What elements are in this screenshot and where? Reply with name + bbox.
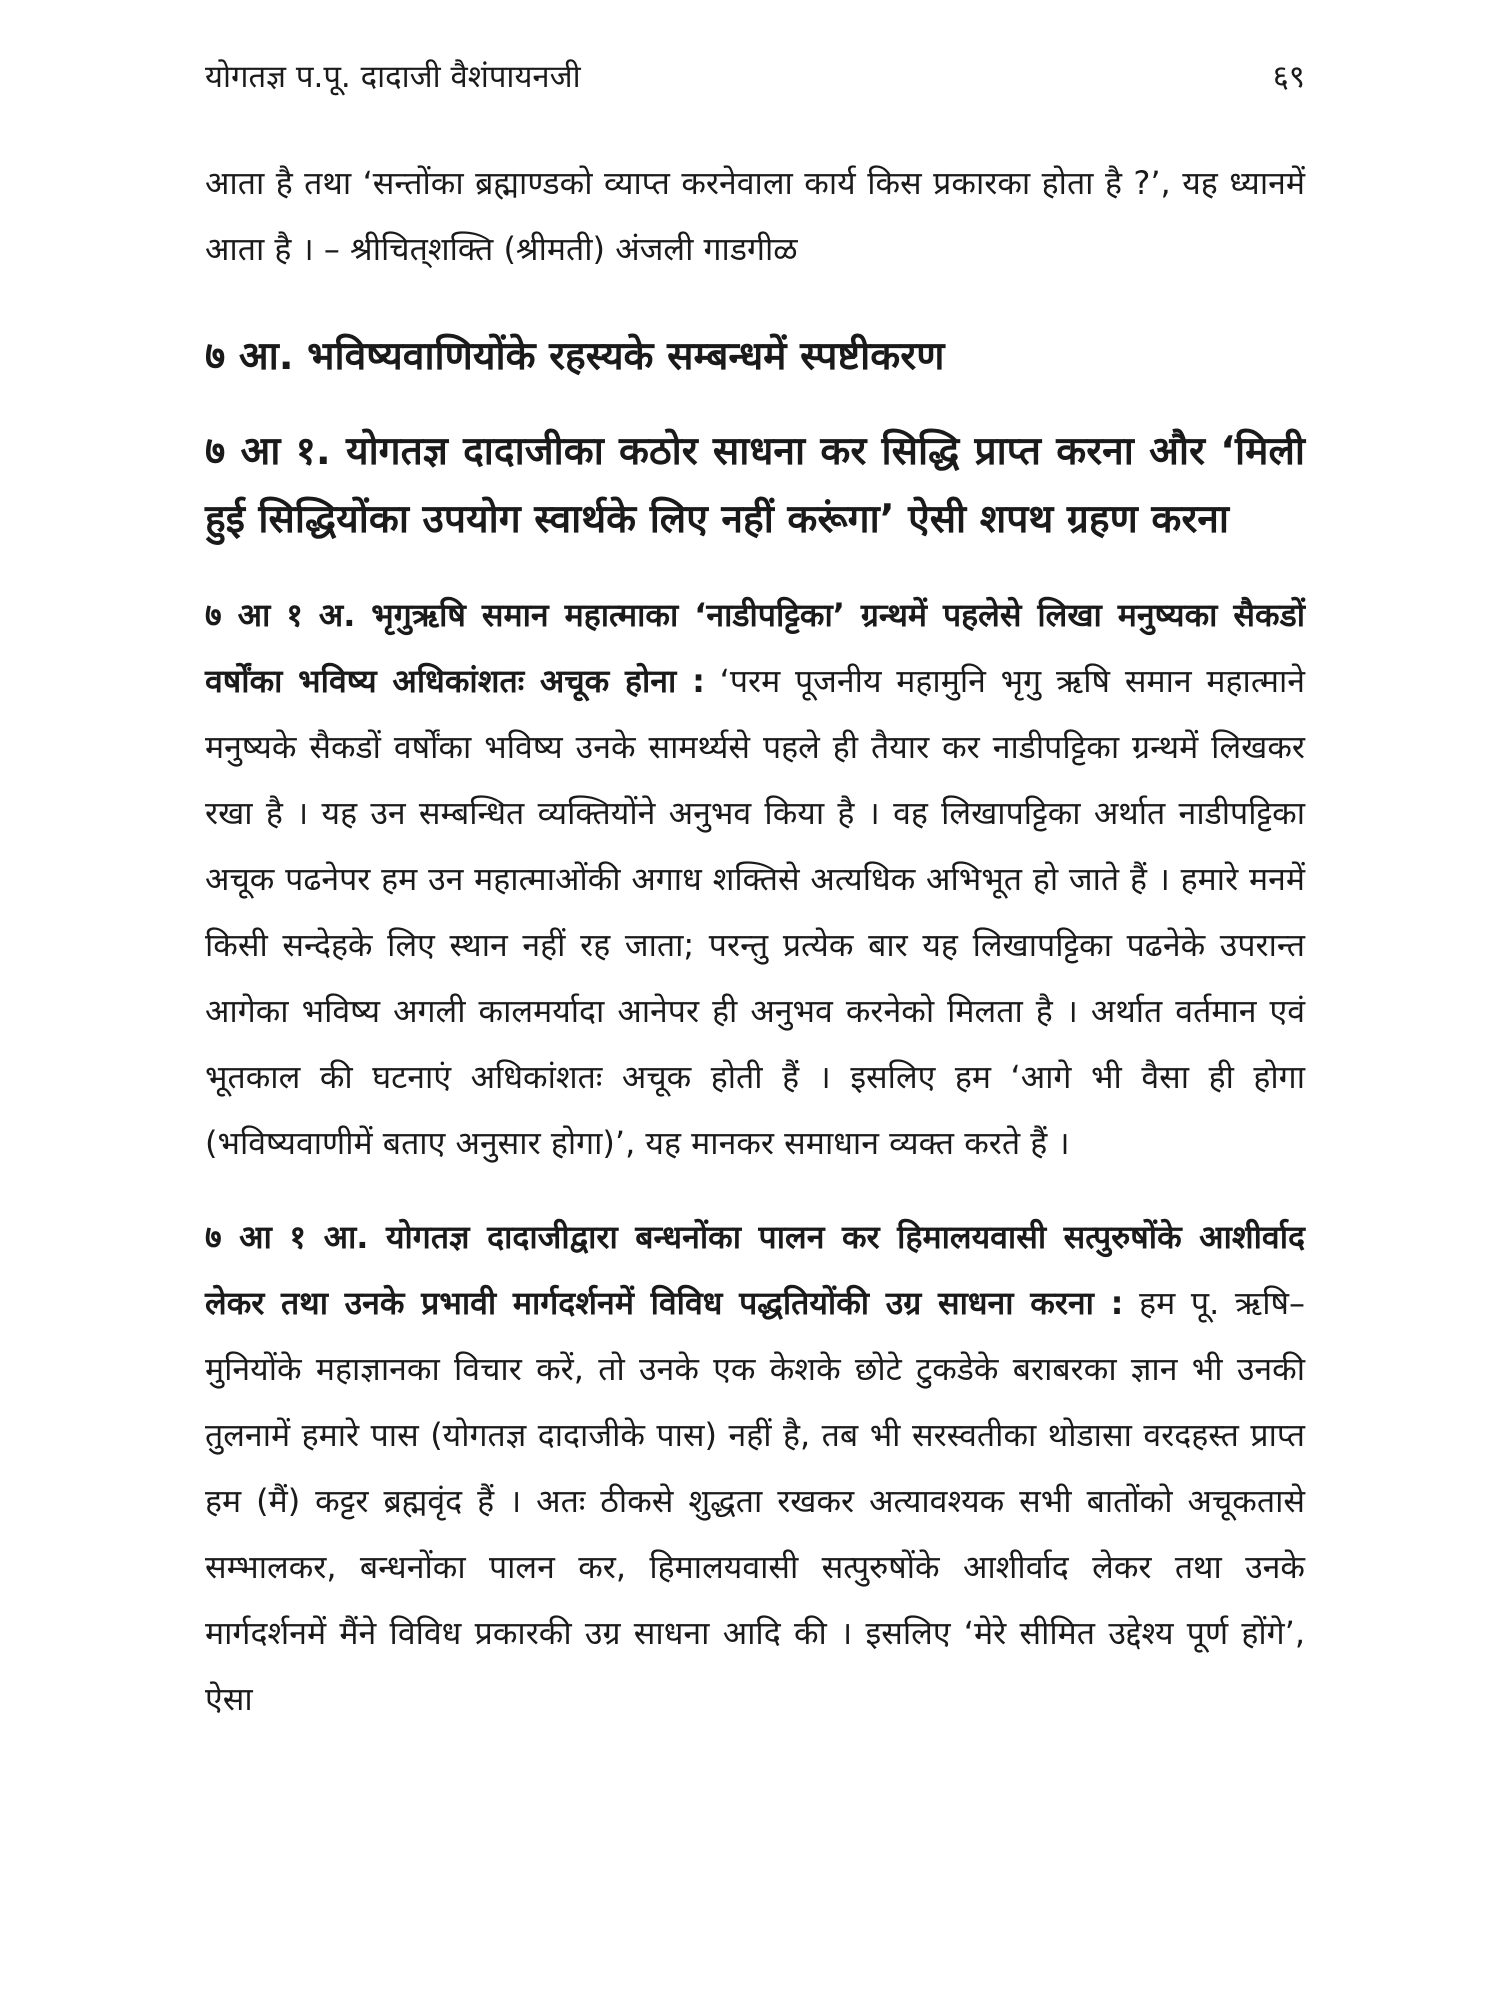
item-a-paragraph bbox=[205, 582, 1305, 1176]
item-b-paragraph bbox=[205, 1204, 1305, 1732]
intro-paragraph: आता है तथा ‘सन्तोंका ब्रह्माण्डको व्याप्त करनेवाला कार्य किस प्रकारका होता है ?’, यह ध्यानमें आता है । – श्रीचित्‌शक्ति (श्रीमती) अंजली गाडगीळ bbox=[205, 164, 1305, 268]
running-header bbox=[205, 52, 1305, 102]
section-heading: ७ आ. भविष्यवाणियोंके रहस्यके सम्बन्धमें स्पष्टीकरण bbox=[205, 334, 945, 379]
item-b-title: ७ आ १ आ. योगतज्ञ दादाजीद्वारा बन्धनोंका पालन कर हिमालयवासी सत्पुरुषोंके आशीर्वाद लेकर तथा उनके प्रभावी मार्गदर्शनमें विविध पद्धतियोंकी उग्र साधना करना : bbox=[205, 1218, 1305, 1322]
item-a-body: ‘परम पूजनीय महामुनि भृगु ऋषि समान महात्माने मनुष्यके सैकडों वर्षोंका भविष्य उनके सामर्थ्यसे पहले ही तैयार कर नाडीपट्टिका ग्रन्थमें लिखकर रखा है । यह उन सम्बन्धित व्यक्तियोंने अनुभव किया है । वह लिखापट्टिका अर्थात नाडीपट्टिका अचूक पढनेपर हम उन महात्माओंकी अगाध शक्तिसे अत्यधिक अभिभूत हो जाते हैं । हमारे मनमें किसी सन्देहके लिए स्थान नहीं रह जाता; परन्तु प्रत्येक बार यह लिखापट्टिका पढनेके उपरान्त आगेका भविष्य अगली कालमर्यादा आनेपर ही अनुभव करनेको मिलता है । अर्थात वर्तमान एवं भूतकाल की घटनाएं अधिकांशतः अचूक होती हैं । इसलिए हम ‘आगे भी वैसा ही होगा (भविष्यवाणीमें बताए अनुसार होगा)’, यह मानकर समाधान व्यक्त करते हैं । bbox=[205, 662, 1305, 1162]
item-a-title: ७ आ १ अ. भृगुऋषि समान महात्माका ‘नाडीपट्टिका’ ग्रन्थमें पहलेसे लिखा मनुष्यका सैकडों वर्षोंका भविष्य अधिकांशतः अचूक होना : bbox=[205, 596, 1305, 700]
running-title: योगतज्ञ प.पू. दादाजी वैशंपायनजी bbox=[205, 59, 581, 95]
page-number: ६९ bbox=[1272, 59, 1305, 95]
subsection-heading: ७ आ १. योगतज्ञ दादाजीका कठोर साधना कर सिद्धि प्राप्त करना और ‘मिली हुई सिद्धियोंका उपयोग स्वार्थके लिए नहीं करूंगा’ ऐसी शपथ ग्रहण करना bbox=[205, 429, 1305, 542]
book-page bbox=[205, 0, 1305, 2000]
item-b-body: हम पू. ऋषि–मुनियोंके महाज्ञानका विचार करें, तो उनके एक केशके छोटे टुकडेके बराबरका ज्ञान भी उनकी तुलनामें हमारे पास (योगतज्ञ दादाजीके पास) नहीं है, तब भी सरस्वतीका थोडासा वरदहस्त प्राप्त हम (मैं) कट्टर ब्रह्मवृंद हैं । अतः ठीकसे शुद्धता रखकर अत्यावश्यक सभी बातोंको अचूकतासे सम्भालकर, बन्धनोंका पालन कर, हिमालयवासी सत्पुरुषोंके आशीर्वाद लेकर तथा उनके मार्गदर्शनमें मैंने विविध प्रकारकी उग्र साधना आदि की । इसलिए ‘मेरे सीमित उद्देश्य पूर्ण होंगे’, ऐसा bbox=[205, 1284, 1305, 1718]
page-content bbox=[205, 150, 1305, 1732]
